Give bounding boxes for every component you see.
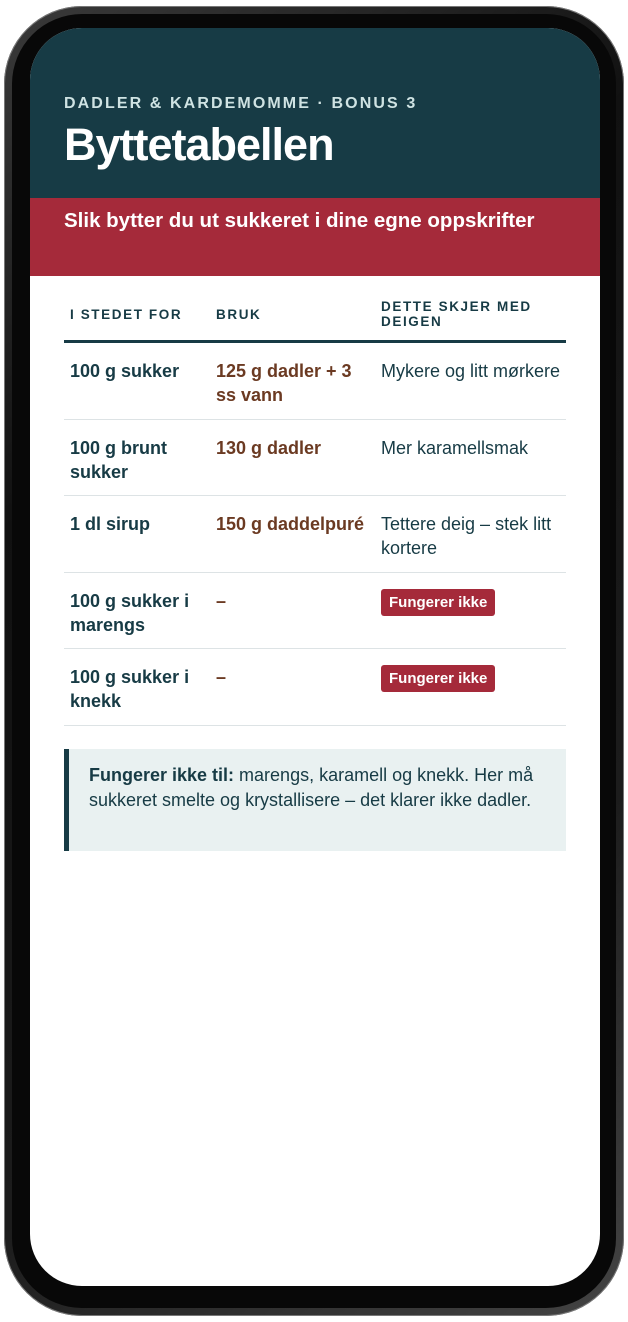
app-screen — [30, 28, 600, 1286]
cell-instead-of: 1 dl sirup — [70, 514, 151, 534]
table-row — [64, 573, 566, 650]
cell-use: – — [216, 667, 227, 687]
page-header — [30, 28, 600, 198]
table-row — [64, 649, 566, 726]
swap-table — [64, 294, 566, 726]
cell-use: 125 g dadler + 3 ss vann — [216, 361, 352, 405]
info-note — [64, 749, 566, 851]
table-row — [64, 420, 566, 497]
cell-instead-of: 100 g brunt sukker — [70, 437, 168, 482]
cell-effect — [375, 665, 566, 725]
column-header-effect: DETTE SKJER MED DEIGEN — [381, 299, 532, 329]
cell-use: 150 g daddelpuré — [216, 514, 365, 534]
cell-instead-of: 100 g sukker i marengs — [70, 590, 190, 635]
cell-effect — [375, 589, 566, 649]
cell-use: 130 g dadler — [216, 437, 322, 458]
not-working-badge: Fungerer ikke — [381, 589, 495, 616]
note-lead: Fungerer ikke til: — [89, 764, 235, 785]
note-text: marengs, karamell og knekk. Her må sukkeret smelte og krystallisere – det klarer ikke dadler. — [89, 764, 534, 810]
column-header-use: BRUK — [216, 307, 262, 322]
page-title: Byttetabellen — [64, 119, 334, 170]
cell-instead-of: 100 g sukker — [70, 361, 180, 381]
cell-effect: Mer karamellsmak — [381, 437, 529, 458]
cell-use: – — [216, 590, 227, 611]
cell-effect: Mykere og litt mørkere — [381, 361, 561, 381]
not-working-badge: Fungerer ikke — [381, 665, 495, 692]
cell-effect: Tettere deig – stek litt kortere — [381, 514, 552, 558]
subtitle-banner: Slik bytter du ut sukkeret i dine egne oppskrifter — [30, 198, 600, 276]
page-eyebrow: DADLER & KARDEMOMME · BONUS 3 — [64, 95, 418, 112]
table-header — [64, 294, 566, 343]
cell-instead-of: 100 g sukker i knekk — [70, 667, 190, 711]
table-row — [64, 343, 566, 420]
table-row — [64, 496, 566, 573]
column-header-instead-of: I STEDET FOR — [70, 307, 183, 322]
